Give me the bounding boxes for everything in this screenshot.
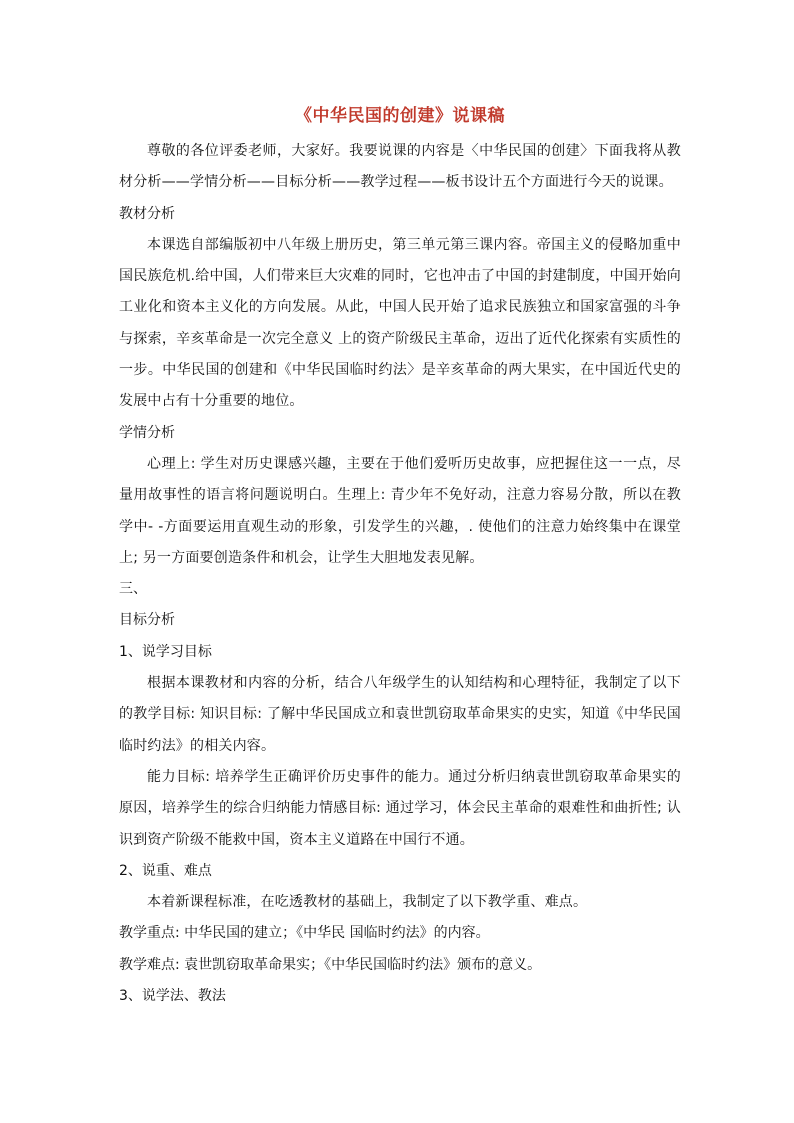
student-analysis-paragraph: 心理上: 学生对历史课感兴趣，主要在于他们爱听历史故事，应把握住这一一点，尽量用故事性的语言将问题说明白。生理上: 青少年不免好动，注意力容易分散，所以在教学中- -方面要运用直观生动的形象，引发学生的兴趣，. 使他们的注意力始终集中在课堂上; 另一方面要创造条件和机会，让学生大胆地发表见解。 [119, 455, 681, 566]
teaching-difficulty-line: 教学难点: 袁世凯窃取革命果实；《中华民国临时约法》颁布的意义。 [119, 956, 542, 973]
intro-paragraph: 尊敬的各位评委老师，大家好。我要说课的内容是〈中华民国的创建〉下面我将从教材分析——学情分析——目标分析——教学过程——板书设计五个方面进行今天的说课。 [119, 143, 681, 191]
section-heading-student-analysis: 学情分析 [119, 424, 175, 441]
knowledge-goals-paragraph: 根据本课教材和内容的分析，结合八年级学生的认知结构和心理特征，我制定了以下的教学目标: 知识目标: 了解中华民国成立和袁世凯窃取革命果实的史实，知道《中华民国临时约法》的相关内容。 [119, 675, 681, 754]
document-title: 《中华民国的创建》说课稿 [295, 106, 505, 126]
section-heading-goal-analysis: 目标分析 [119, 612, 175, 629]
section-heading-textbook-analysis: 教材分析 [119, 205, 175, 222]
subheading-learning-goals: 1、说学习目标 [119, 643, 212, 660]
key-points-intro-paragraph: 本着新课程标准，在吃透教材的基础上，我制定了以下教学重、难点。 [147, 894, 588, 911]
textbook-analysis-paragraph: 本课选自部编版初中八年级上册历史，第三单元第三课内容。帝国主义的侵略加重中国民族危机.给中国，人们带来巨大灾难的同时，它也冲击了中国的封建制度，中国开始向工业化和资本主义化的方向发展。从此，中国人民开始了追求民族独立和国家富强的斗争与探索，辛亥革命是一次完全意义 上的资产阶级民主革命，迈出了近代化探索有实质性的一步。中华民国的创建和《中华民国临时约法〉是辛亥革命的两大果实，在中国近代史的发展中占有十分重要的地位。 [119, 236, 681, 410]
teaching-key-point-line: 教学重点: 中华民国的建立；《中华民 国临时约法》的内容。 [119, 925, 490, 942]
section-number-three: 三、 [119, 581, 147, 598]
document-page [119, 96, 681, 1012]
subheading-key-points: 2、说重、难点 [119, 862, 212, 879]
ability-goals-paragraph: 能力目标: 培养学生正确评价历史事件的能力。通过分析归纳袁世凯窃取革命果实的原因，培养学生的综合归纳能力情感目标: 通过学习，体会民主革命的艰难性和曲折性; 认识到资产阶级不能救中国，资本主义道路在中国行不通。 [119, 768, 681, 848]
subheading-methods: 3、说学法、教法 [119, 988, 226, 1005]
